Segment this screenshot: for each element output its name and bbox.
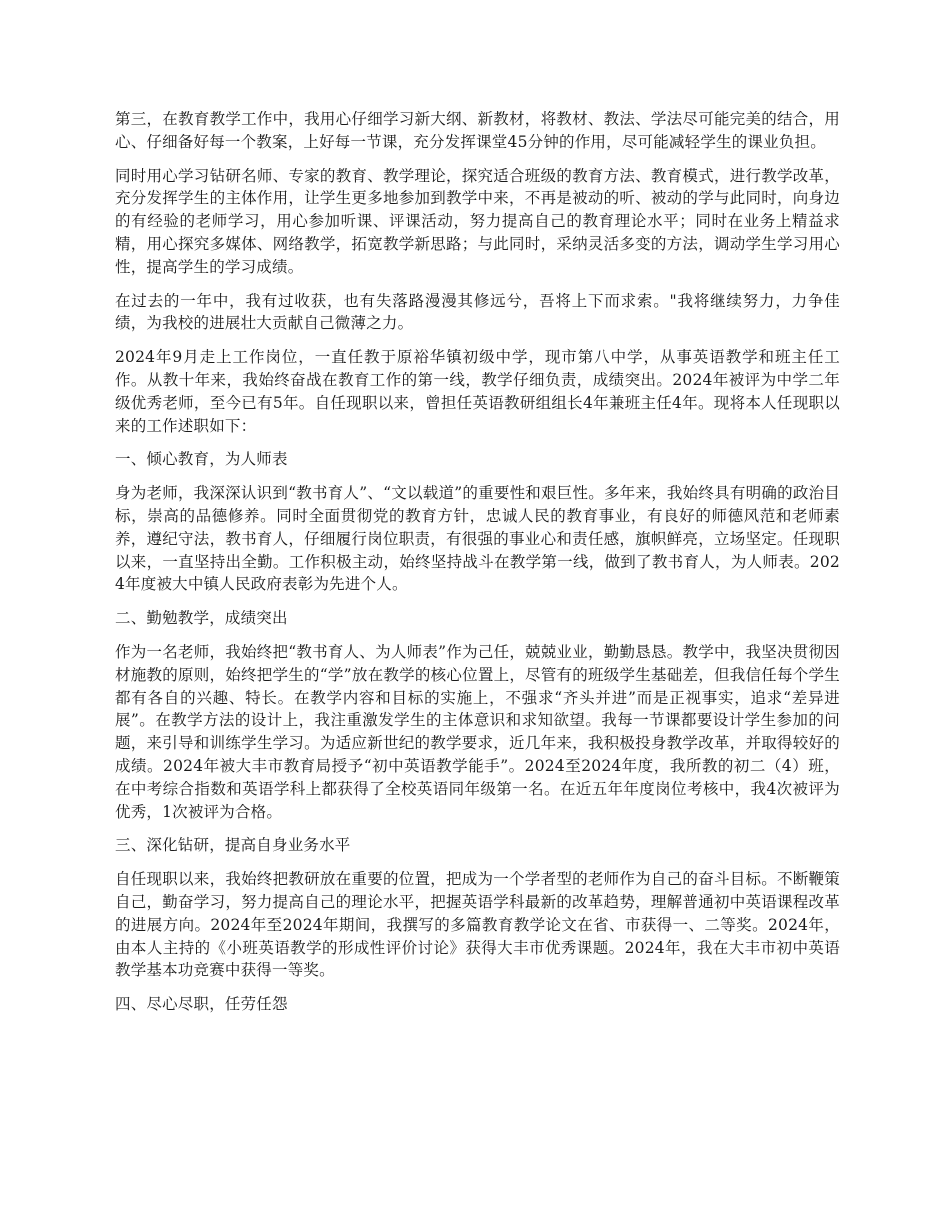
paragraph-2: 同时用心学习钻研名师、专家的教育、教学理论，探究适合班级的教育方法、教育模式，进行教学改革，充分发挥学生的主体作用，让学生更多地参加到教学中来，不再是被动的听、被动的学与此同时，向身边的有经验的老师学习，用心参加听课、评课活动，努力提高自己的教育理论水平；同时在业务上精益求精，用心探究多媒体、网络教学，拓宽教学新思路；与此同时，采纳灵活多变的方法，调动学生学习用心性，提高学生的学习成绩。 [115,166,840,276]
paragraph-7: 自任现职以来，我始终把教研放在重要的位置，把成为一个学者型的老师作为自己的奋斗目标。不断鞭策自己，勤奋学习，努力提高自己的理论水平，把握英语学科最新的改革趋势，理解普通初中英语课程改革的进展方向。2024年至2024年期间，我撰写的多篇教育教学论文在省、市获得一、二等奖。2024年，由本人主持的《小班英语教学的形成性评价讨论》获得大丰市优秀课题。2024年，我在大丰市初中英语教学基本功竞赛中获得一等奖。 [115,870,840,980]
section-heading-1: 一、倾心教育，为人师表 [115,450,288,469]
document-body [115,108,840,1027]
section-heading-2: 二、勤勉教学，成绩突出 [115,609,288,628]
paragraph-3: 在过去的一年中，我有过收获，也有失落路漫漫其修远兮，吾将上下而求索。"我将继续努力，力争佳绩，为我校的进展壮大贡献自己微薄之力。 [115,291,840,333]
paragraph-1: 第三，在教育教学工作中，我用心仔细学习新大纲、新教材，将教材、教法、学法尽可能完美的结合，用心、仔细备好每一个教案，上好每一节课，充分发挥课堂45分钟的作用，尽可能减轻学生的课业负担。 [115,110,840,151]
section-heading-4: 四、尽心尽职，任劳任怨 [115,995,288,1014]
paragraph-5: 身为老师，我深深认识到“教书育人”、“文以载道”的重要性和艰巨性。多年来，我始终具有明确的政治目标，崇高的品德修养。同时全面贯彻党的教育方针，忠诚人民的教育事业，有良好的师德风范和老师素养，遵纪守法，教书育人，仔细履行岗位职责，有很强的事业心和责任感，旗帜鲜亮，立场坚定。任现职以来，一直坚持出全勤。工作积极主动，始终坚持战斗在教学第一线，做到了教书育人，为人师表。2024年度被大中镇人民政府表彰为先进个人。 [115,484,840,594]
paragraph-6: 作为一名老师，我始终把“教书育人、为人师表”作为己任，兢兢业业，勤勤恳恳。教学中，我坚决贯彻因材施教的原则，始终把学生的“学”放在教学的核心位置上，尽管有的班级学生基础差，但我信任每个学生都有各自的兴趣、特长。在教学内容和目标的实施上，不强求“齐头并进”而是正视事实，追求“差异进展”。在教学方法的设计上，我注重激发学生的主体意识和求知欲望。我每一节课都要设计学生参加的问题，来引导和训练学生学习。为适应新世纪的教学要求，近几年来，我积极投身教学改革，并取得较好的成绩。2024年被大丰市教育局授予“初中英语教学能手”。2024至2024年度，我所教的初二（4）班，在中考综合指数和英语学科上都获得了全校英语同年级第一名。在近五年年度岗位考核中，我4次被评为优秀，1次被评为合格。 [115,642,840,821]
paragraph-4: 2024年9月走上工作岗位，一直任教于原裕华镇初级中学，现市第八中学，从事英语教学和班主任工作。从教十年来，我始终奋战在教育工作的第一线，教学仔细负责，成绩突出。2024年被评为中学二年级优秀老师，至今已有5年。自任现职以来，曾担任英语教研组组长4年兼班主任4年。现将本人任现职以来的工作述职如下： [115,348,840,435]
section-heading-3: 三、深化钻研，提高自身业务水平 [115,836,351,855]
